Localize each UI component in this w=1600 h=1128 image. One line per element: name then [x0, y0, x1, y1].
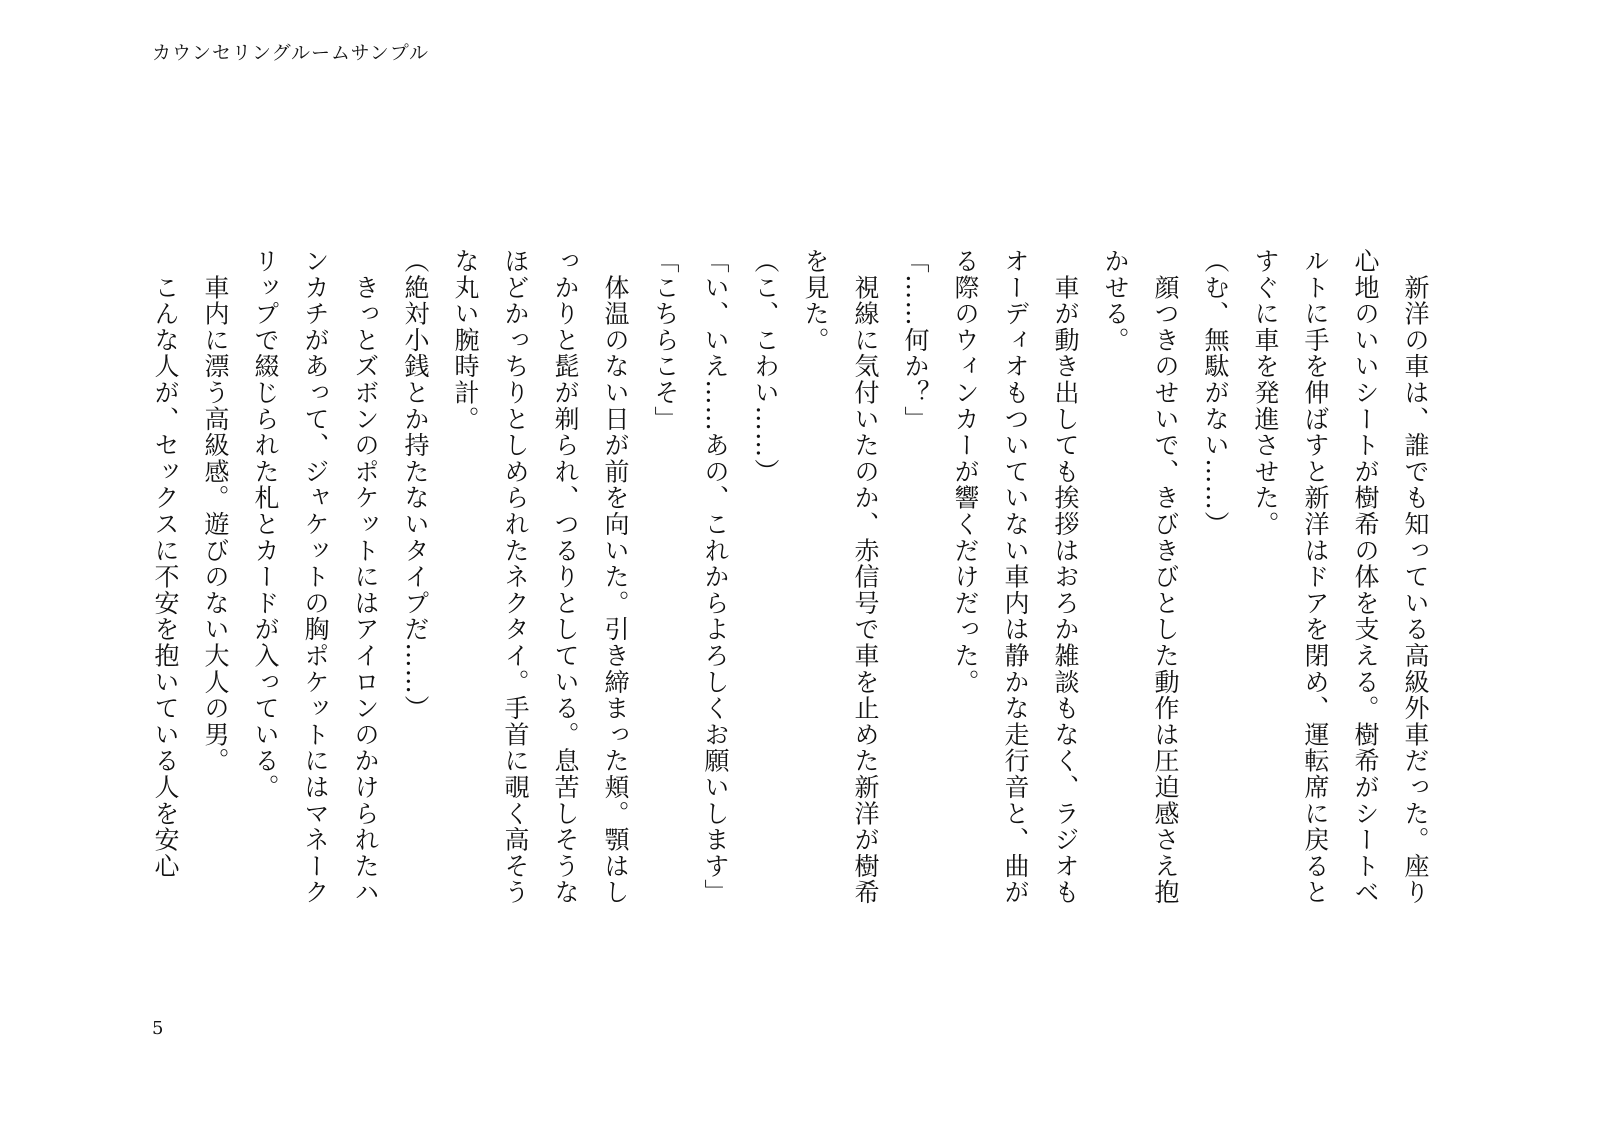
paragraph: 「……何か？」	[901, 248, 930, 433]
paragraph: 車内に漂う高級感。遊びのない大人の男。	[201, 248, 230, 774]
paragraph: きっとズボンのポケットにはアイロンのかけられたハンカチがあって、ジャケットの胸ポケットにはマネークリップで綴じられた札とカードが入っている。	[251, 248, 380, 906]
paragraph: 視線に気付いたのか、赤信号で車を止めた新洋が樹希を見た。	[801, 248, 880, 906]
paragraph: 車が動き出しても挨拶はおろか雑談もなく、ラジオもオーディオもついていない車内は静かな走行音と、曲がる際のウィンカーが響くだけだった。	[951, 248, 1080, 906]
page-number: 5	[152, 1018, 164, 1039]
paragraph: こんな人が、セックスに不安を抱いている人を安心	[151, 248, 180, 880]
paragraph: 新洋の車は、誰でも知っている高級外車だった。座り心地のいいシートが樹希の体を支える。樹希がシートベルトに手を伸ばすと新洋はドアを閉め、運転席に戻るとすぐに車を発進させた。	[1251, 248, 1430, 906]
vertical-body-text	[151, 248, 1440, 928]
running-header: カウンセリングルームサンプル	[152, 42, 429, 64]
paragraph: 体温のない日が前を向いた。引き締まった頬。顎はしっかりと髭が剃られ、つるりとしている。息苦しそうなほどかっちりとしめられたネクタイ。手首に覗く高そうな丸い腕時計。	[451, 248, 630, 906]
paragraph: 顔つきのせいで、きびきびとした動作は圧迫感さえ抱かせる。	[1101, 248, 1180, 906]
paragraph: 「い、いえ……あの、これからよろしくお願いします」	[701, 248, 730, 906]
paragraph: 「こちらこそ」	[651, 248, 680, 433]
paragraph: （む、無駄がない……）	[1201, 248, 1230, 538]
paragraph: （絶対小銭とか持たないタイプだ……）	[401, 248, 430, 722]
paragraph: （こ、こわい……）	[751, 248, 780, 485]
